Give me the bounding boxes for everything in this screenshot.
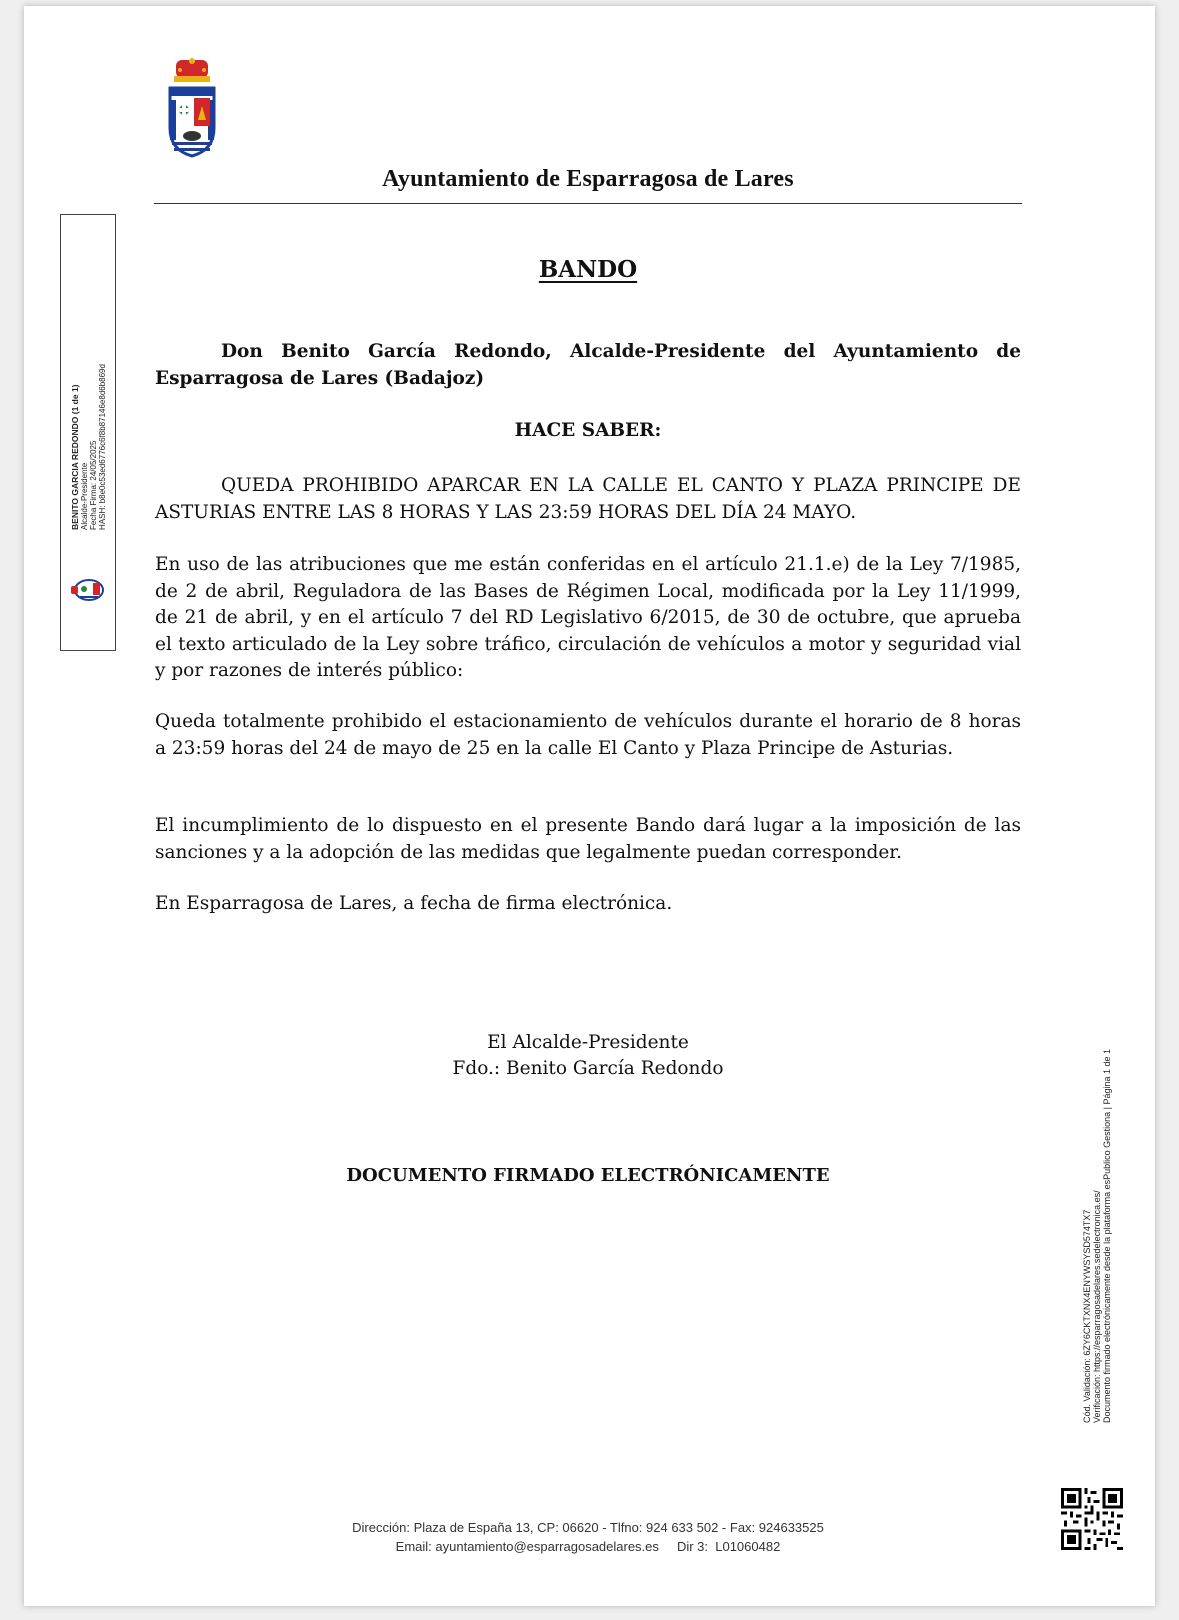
document-title: BANDO — [538, 256, 638, 283]
prohibition-announcement: QUEDA PROHIBIDO APARCAR EN LA CALLE EL CANTO Y PLAZA PRINCIPE DE ASTURIAS ENTRE LAS 8 HORAS Y LAS 23:59 HORAS DEL DÍA 24 MAYO. — [155, 475, 1021, 523]
signature-name: Fdo.: Benito García Redondo — [452, 1058, 724, 1079]
stamp-hash: HASH: b8e0c53ed6776c6f8b87146e8d6b869d — [98, 364, 107, 530]
stamp-role: Alcalde-Presidente — [80, 462, 89, 530]
footer-email: Email: ayuntamiento@esparragosadelares.es Dir 3: L01060482 — [395, 1539, 781, 1554]
hace-saber-heading: HACE SABER: — [514, 420, 662, 441]
coat-of-arms-logo — [162, 58, 222, 158]
signature-stamp-text — [71, 364, 107, 530]
header-title: Ayuntamiento de Esparragosa de Lares — [382, 166, 794, 192]
verification-note — [1082, 1049, 1112, 1423]
intro-paragraph: Don Benito García Redondo, Alcalde-Presidente del Ayuntamiento de Esparragosa de Lares (Badajoz) — [155, 341, 1021, 389]
verification-url: Verificación: https://esparragosadelares.sedelectronica.es/ — [1092, 1190, 1102, 1424]
header-divider — [154, 203, 1022, 204]
platform-note: Documento firmado electrónicamente desde la plataforma esPublico Gestiona | Página 1 de 1 — [1102, 1048, 1112, 1424]
place-date-line: En Esparragosa de Lares, a fecha de firma electrónica. — [155, 893, 673, 914]
legal-basis-paragraph: En uso de las atribuciones que me están conferidas en el artículo 21.1.e) de la Ley 7/1985, de 2 de abril, Reguladora de las Bases de Régimen Local, modificada por la Ley 11/1999, de 21 de abril, y en el artículo 7 del RD Legislativo 6/2015, de 30 de octubre, que aprueba el texto articulado de la Ley sobre tráfico, circulación de vehículos a motor y seguridad vial y por razones de interés público: — [155, 554, 1021, 681]
signature-role: El Alcalde-Presidente — [487, 1032, 689, 1053]
qr-code-icon — [1061, 1488, 1123, 1550]
document-page — [24, 6, 1155, 1606]
sanctions-paragraph: El incumplimiento de lo dispuesto en el presente Bando dará lugar a la imposición de las sanciones y a la adopción de las medidas que legalmente puedan corresponder. — [155, 815, 1021, 863]
signature-stamp — [60, 214, 116, 651]
electronic-signature-notice: DOCUMENTO FIRMADO ELECTRÓNICAMENTE — [346, 1165, 830, 1186]
stamp-crest-icon — [67, 577, 111, 603]
stamp-date: Fecha Firma: 24/05/2025 — [89, 440, 98, 530]
prohibition-paragraph: Queda totalmente prohibido el estacionamiento de vehículos durante el horario de 8 horas a 23:59 horas del 24 de mayo de 25 en la calle El Canto y Plaza Principe de Asturias. — [155, 711, 1021, 759]
footer-address: Dirección: Plaza de España 13, CP: 06620 - Tlfno: 924 633 502 - Fax: 924633525 — [352, 1520, 824, 1535]
stamp-signer: BENITO GARCIA REDONDO (1 de 1) — [70, 384, 80, 530]
validation-code: Cód. Validación: 6ZY6CKTXNX4ENYWSYSD574TX7 — [1082, 1209, 1092, 1424]
footer-contact — [154, 1518, 1022, 1556]
